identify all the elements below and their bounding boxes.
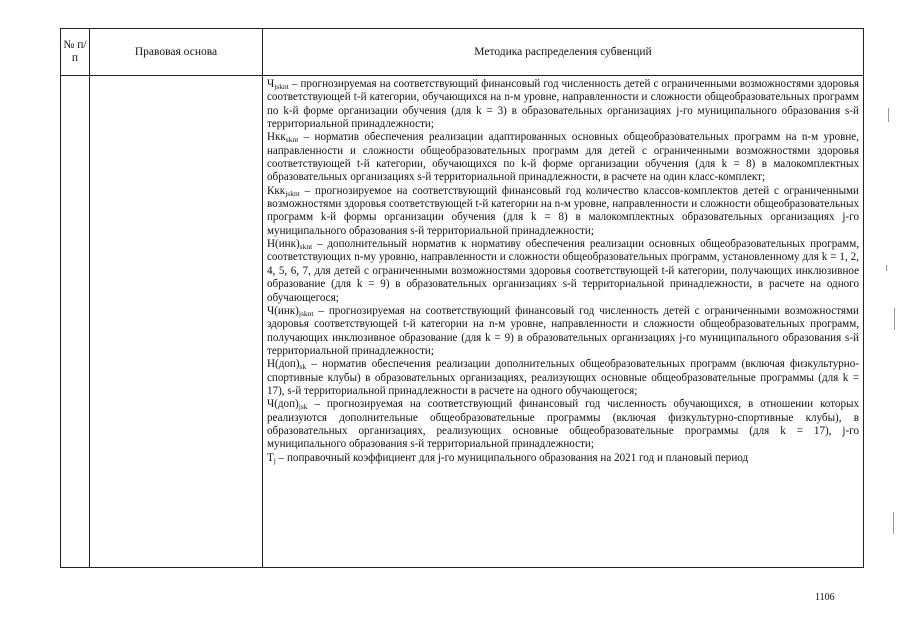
definition-paragraph [267, 305, 859, 358]
variable-symbol: $Н(доп)_{sk}$ [267, 358, 307, 372]
variable-symbol: $Ч(доп)_{jsk}$ [267, 398, 308, 412]
definition-paragraph [267, 131, 859, 184]
definition-text: – норматив обеспечения реализации дополнительных общеобразовательных программ (включая физкультурно-спортивные клубы) в образовательных организациях, реализующих основные общеобразовательные программы (для k = 17), s-й территориальной принадлежности в расчете на одного обучающегося; [267, 358, 859, 397]
variable-symbol: Нкк$_{sknt}$ [267, 131, 299, 145]
definition-text: – прогнозируемая на соответствующий финансовый год численность детей с ограниченными возможностями здоровья соответствующей t-й категории на n-м уровне, направленности и сложности общеобразовательных программ, получающих инклюзивное образование (для k = 9) в образовательных организациях j-го муниципального образования s-й территориальной принадлежности; [267, 304, 859, 357]
header-methodology: Методика распределения субвенций [474, 45, 652, 58]
scan-mark [888, 108, 889, 122]
definition-paragraph [267, 398, 859, 451]
definition-paragraph [267, 78, 859, 131]
definition-text: – норматив обеспечения реализации адаптированных основных общеобразовательных программ на n-м уровне, направленности и сложности общеобразовательных программ для детей с ограниченными возможностями здоровья соответствующей t-й категории, обучающихся по k-й форме организации обучения (для k = 8) в малокомплектных образовательных организациях s-й территориальной принадлежности, в расчете на один класс-комплект; [267, 131, 859, 184]
definition-paragraph [267, 238, 859, 305]
scan-mark [886, 265, 887, 271]
variable-symbol: $T_j$ [267, 451, 276, 465]
column-divider [262, 29, 263, 567]
scan-mark [894, 308, 895, 330]
methodology-text [267, 78, 859, 465]
definition-paragraph [267, 185, 859, 238]
definition-text: – прогнозируемая на соответствующий финансовый год численность детей с ограниченными возможностями здоровья соответствующей t-й категории, обучающихся на n-м уровне, направленности и сложности общеобразовательных программ по k-й форме организации обучения (для k = 3) в образовательных организациях j-го муниципального образования s-й территориальной принадлежности; [267, 78, 859, 131]
column-divider [89, 29, 90, 567]
definition-paragraph [267, 358, 859, 398]
page-number: 1106 [815, 592, 835, 603]
variable-symbol: $Н(инк)_{sknt}$ [267, 238, 313, 252]
scan-mark [893, 512, 894, 534]
variable-symbol: Ккк$_{jsknt}$ [267, 184, 300, 198]
definition-text: – прогнозируемая на соответствующий финансовый год численность обучающихся, в отношении которых реализуются дополнительные общеобразовательные программы (включая физкультурно-спортивные клубы), в образовательных организациях, реализующих основные общеобразовательные программы (для k = 17), j-го муниципального образования s-й территориальной принадлежности; [267, 398, 859, 451]
variable-symbol: $Ч(инк)_{jsknt}$ [267, 304, 314, 318]
variable-symbol: $Ч_{jsknt}$ [267, 78, 289, 91]
definition-text: – прогнозируемое на соответствующий финансовый год количество классов-комплектов детей с ограниченными возможностями здоровья соответствующей t-й категории на n-м уровне, направленности и сложности общеобразовательных программ k-й формы организации обучения (для k = 8) в малокомплектных образовательных организациях j-го муниципального образования s-й территориальной принадлежности; [267, 184, 859, 237]
header-divider [61, 75, 863, 76]
header-legal-basis: Правовая основа [134, 45, 218, 58]
definition-text: – дополнительный норматив к нормативу обеспечения реализации основных общеобразовательных программ, соответствующих n-му уровню, направленности и сложности общеобразовательных программ, установленному для k = 1, 2, 4, 5, 6, 7, для детей с ограниченными возможностями здоровья соответствующей t-й категории, получающих инклюзивное образование (для k = 9) в образовательных организациях s-й территориальной принадлежности, в расчете на одного обучающегося; [267, 238, 859, 304]
definition-text: – поправочный коэффициент для j-го муниципального образования на 2021 год и плановый период [275, 451, 749, 464]
header-num: № п/п [63, 39, 87, 64]
document-table [60, 28, 864, 568]
definition-paragraph [267, 452, 859, 465]
